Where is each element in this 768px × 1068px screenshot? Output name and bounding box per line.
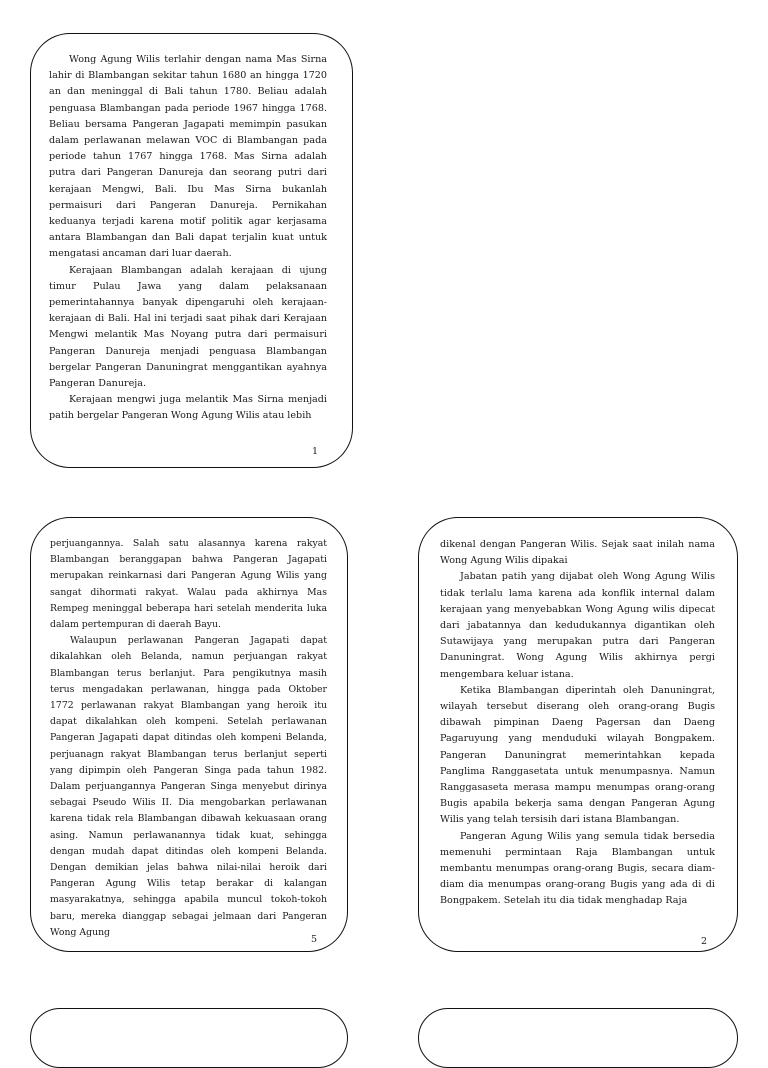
page-number: 5 xyxy=(310,934,317,945)
paragraph: Walaupun perlawanan Pangeran Jagapati dapat dikalahkan oleh Belanda, namun perjuangan rakyat Blambangan terus berlanjut. Para pengikutnya masih terus mengadakan perlawanan, hingga pada Oktober 1772 perlawanan rakyat Blambangan yang heroik itu dapat dikalahkan oleh kompeni. Setelah perlawanan Pangeran Jagapati dapat ditindas oleh kompeni Belanda, perjuanagn rakyat Blambangan terus berlanjut seperti yang dipimpin oleh Pangeran Singa pada tahun 1982. Dalam perjuangannya Pangeran Singa menyebut dirinya sebagai Pseudo Wilis II. Dia mengobarkan perlawanan karena tidak rela Blambangan dibawah kekuasaan orang asing. Namun perlawanannya tidak kuat, sehingga dengan mudah dapat ditindas oleh kompeni Belanda. Dengan demikian jelas bahwa nilai-nilai heroik dari Pangeran Agung Wilis tetap berakar di kalangan masyarakatnya, sehingga apabila muncul tokoh-tokoh baru, mereka dianggap sebagai jelmaan dari Pangeran Wong Agung xyxy=(50,635,327,938)
next-page-card-right xyxy=(418,1008,738,1068)
paragraph: dikenal dengan Pangeran Wilis. Sejak saat inilah nama Wong Agung Wilis dipakai xyxy=(440,539,715,567)
paragraph: Wong Agung Wilis terlahir dengan nama Mas Sirna lahir di Blambangan sekitar tahun 1680 an hingga 1720 an dan meninggal di Bali tahun 1780. Beliau adalah penguasa Blambangan pada periode 1967 hingga 1768. Beliau bersama Pangeran Jagapati memimpin pasukan dalam perlawanan melawan VOC di Blambangan pada periode tahun 1767 hingga 1768. Mas Sirna adalah putra dari Pangeran Danureja dan seorang putri dari kerajaan Mengwi, Bali. Ibu Mas Sirna bukanlah permaisuri dari Pangeran Danureja. Pernikahan keduanya terjadi karena motif politik agar kerjasama antara Blambangan dan Bali dapat terjalin kuat untuk mengatasi ancaman dari luar daerah. xyxy=(49,54,327,260)
paragraph: perjuangannya. Salah satu alasannya karena rakyat Blambangan beranggapan bahwa Pangeran Jagapati merupakan reinkarnasi dari Pangeran Agung Wilis yang sangat dihormati rakyat. Walau pada akhirnya Mas Rempeg meninggal beberapa hari setelah menderita luka dalam pertempuran di daerah Bayu. xyxy=(50,538,327,631)
page-card-5 xyxy=(30,517,348,952)
page-text-1 xyxy=(49,52,327,425)
paragraph: Kerajaan Blambangan adalah kerajaan di ujung timur Pulau Jawa yang dalam pelaksanaan pemerintahannya banyak dipengaruhi oleh kerajaan-kerajaan di Bali. Hal ini terjadi saat pihak dari Kerajaan Mengwi melantik Mas Noyang putra dari permaisuri Pangeran Danureja menjadi penguasa Blambangan bergelar Pangeran Danuningrat menggantikan ayahnya Pangeran Danureja. xyxy=(49,264,327,390)
page-card-2 xyxy=(418,517,738,952)
paragraph: Ketika Blambangan diperintah oleh Danuningrat, wilayah tersebut diserang oleh orang-orang Bugis dibawah pimpinan Daeng Pagersan dan Daeng Pagaruyung yang menduduki wilayah Bongpakem. Pangeran Danuningrat memerintahkan kepada Panglima Ranggasetata untuk menumpasnya. Namun Ranggasaseta merasa mampu menumpas orang-orang Bugis apabila bekerja sama dengan Pangeran Agung Wilis yang telah tersisih dari istana Blambangan. xyxy=(440,684,715,826)
page-number: 2 xyxy=(700,936,707,947)
paragraph: Pangeran Agung Wilis yang semula tidak bersedia memenuhi permintaan Raja Blambangan untuk membantu menumpas orang-orang Bugis, secara diam-diam dia menumpas orang-orang Bugis yang ada di di Bongpakem. Setelah itu dia tidak menghadap Raja xyxy=(440,830,715,907)
next-page-card-left xyxy=(30,1008,348,1068)
page-text-5 xyxy=(50,536,327,941)
page-text-2 xyxy=(440,537,715,910)
paragraph: Kerajaan mengwi juga melantik Mas Sirna menjadi patih bergelar Pangeran Wong Agung Wilis atau lebih xyxy=(49,394,327,422)
paragraph: Jabatan patih yang dijabat oleh Wong Agung Wilis tidak terlalu lama karena ada konflik internal dalam kerajaan yang menyebabkan Wong Agung wilis dipecat dari jabatannya dan kedudukannya digantikan oleh Sutawijaya yang merupakan putra dari Pangeran Danuningrat. Wong Agung Wilis akhirnya pergi mengembara keluar istana. xyxy=(440,571,715,680)
page-card-1 xyxy=(30,33,353,468)
page-number: 1 xyxy=(311,446,318,457)
